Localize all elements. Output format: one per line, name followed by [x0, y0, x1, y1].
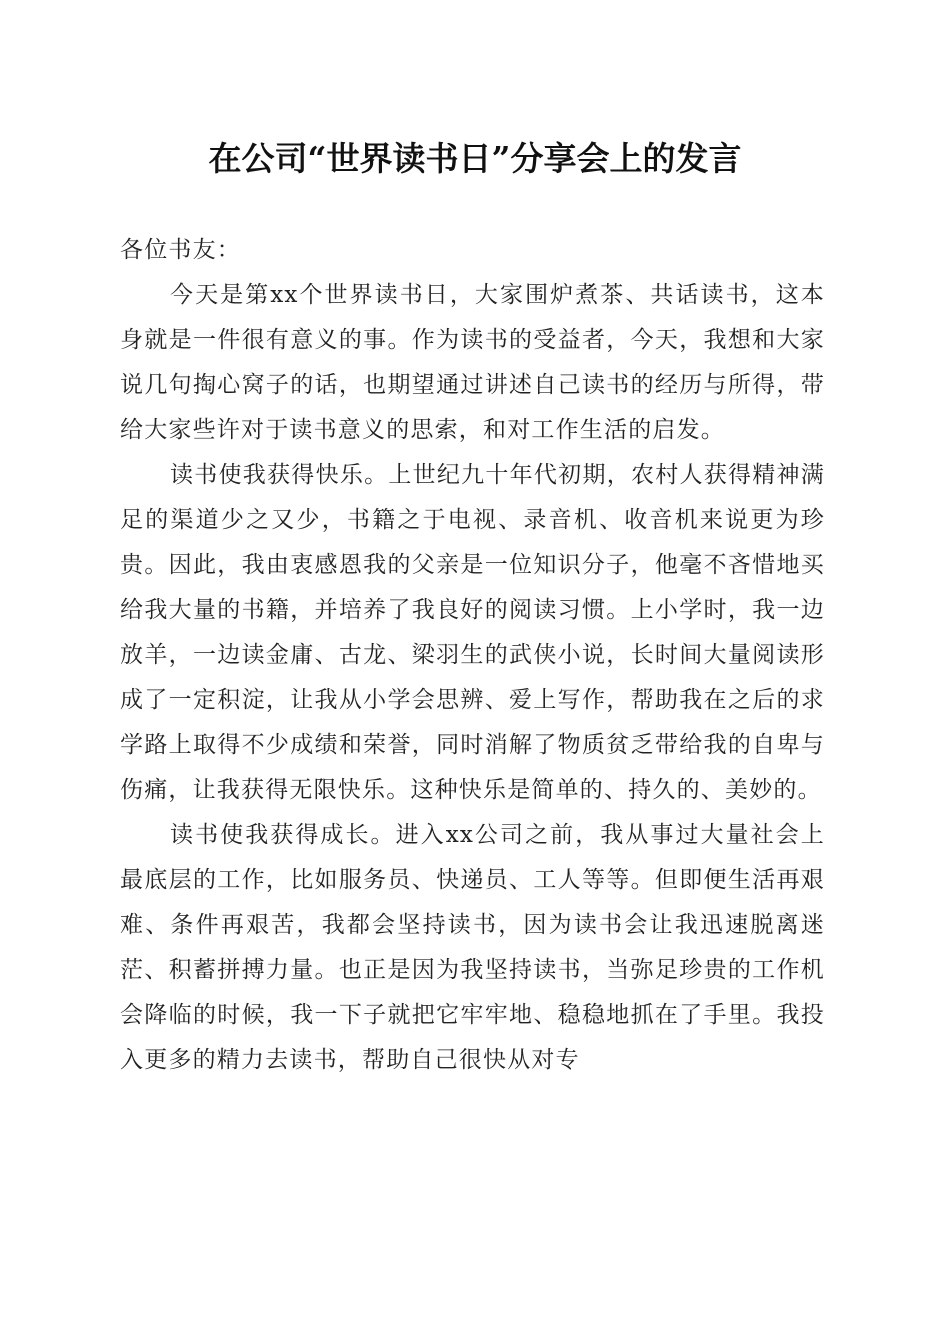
paragraph: 读书使我获得成长。进入xx公司之前，我从事过大量社会上最底层的工作，比如服务员、快递员、工人等等。但即便生活再艰难、条件再艰苦，我都会坚持读书，因为读书会让我迅速脱离迷茫、积蓄拼搏力量。也正是因为我坚持读书，当弥足珍贵的工作机会降临的时候，我一下子就把它牢牢地、稳稳地抓在了手里。我投入更多的精力去读书，帮助自己很快从对专: [120, 822, 825, 1073]
salutation: 各位书友：: [120, 237, 241, 263]
paragraph: 今天是第xx个世界读书日，大家围炉煮茶、共话读书，这本身就是一件很有意义的事。作为读书的受益者，今天，我想和大家说几句掏心窝子的话，也期望通过讲述自己读书的经历与所得，带给大家些许对于读书意义的思索，和对工作生活的启发。: [120, 282, 825, 443]
document-body: [120, 228, 825, 1083]
document-title: 在公司“世界读书日”分享会上的发言: [208, 139, 742, 178]
paragraph: 读书使我获得快乐。上世纪九十年代初期，农村人获得精神满足的渠道少之又少，书籍之于电视、录音机、收音机来说更为珍贵。因此，我由衷感恩我的父亲是一位知识分子，他毫不吝惜地买给我大量的书籍，并培养了我良好的阅读习惯。上小学时，我一边放羊，一边读金庸、古龙、梁羽生的武侠小说，长时间大量阅读形成了一定积淀，让我从小学会思辨、爱上写作，帮助我在之后的求学路上取得不少成绩和荣誉，同时消解了物质贫乏带给我的自卑与伤痛，让我获得无限快乐。这种快乐是简单的、持久的、美妙的。: [120, 462, 825, 803]
